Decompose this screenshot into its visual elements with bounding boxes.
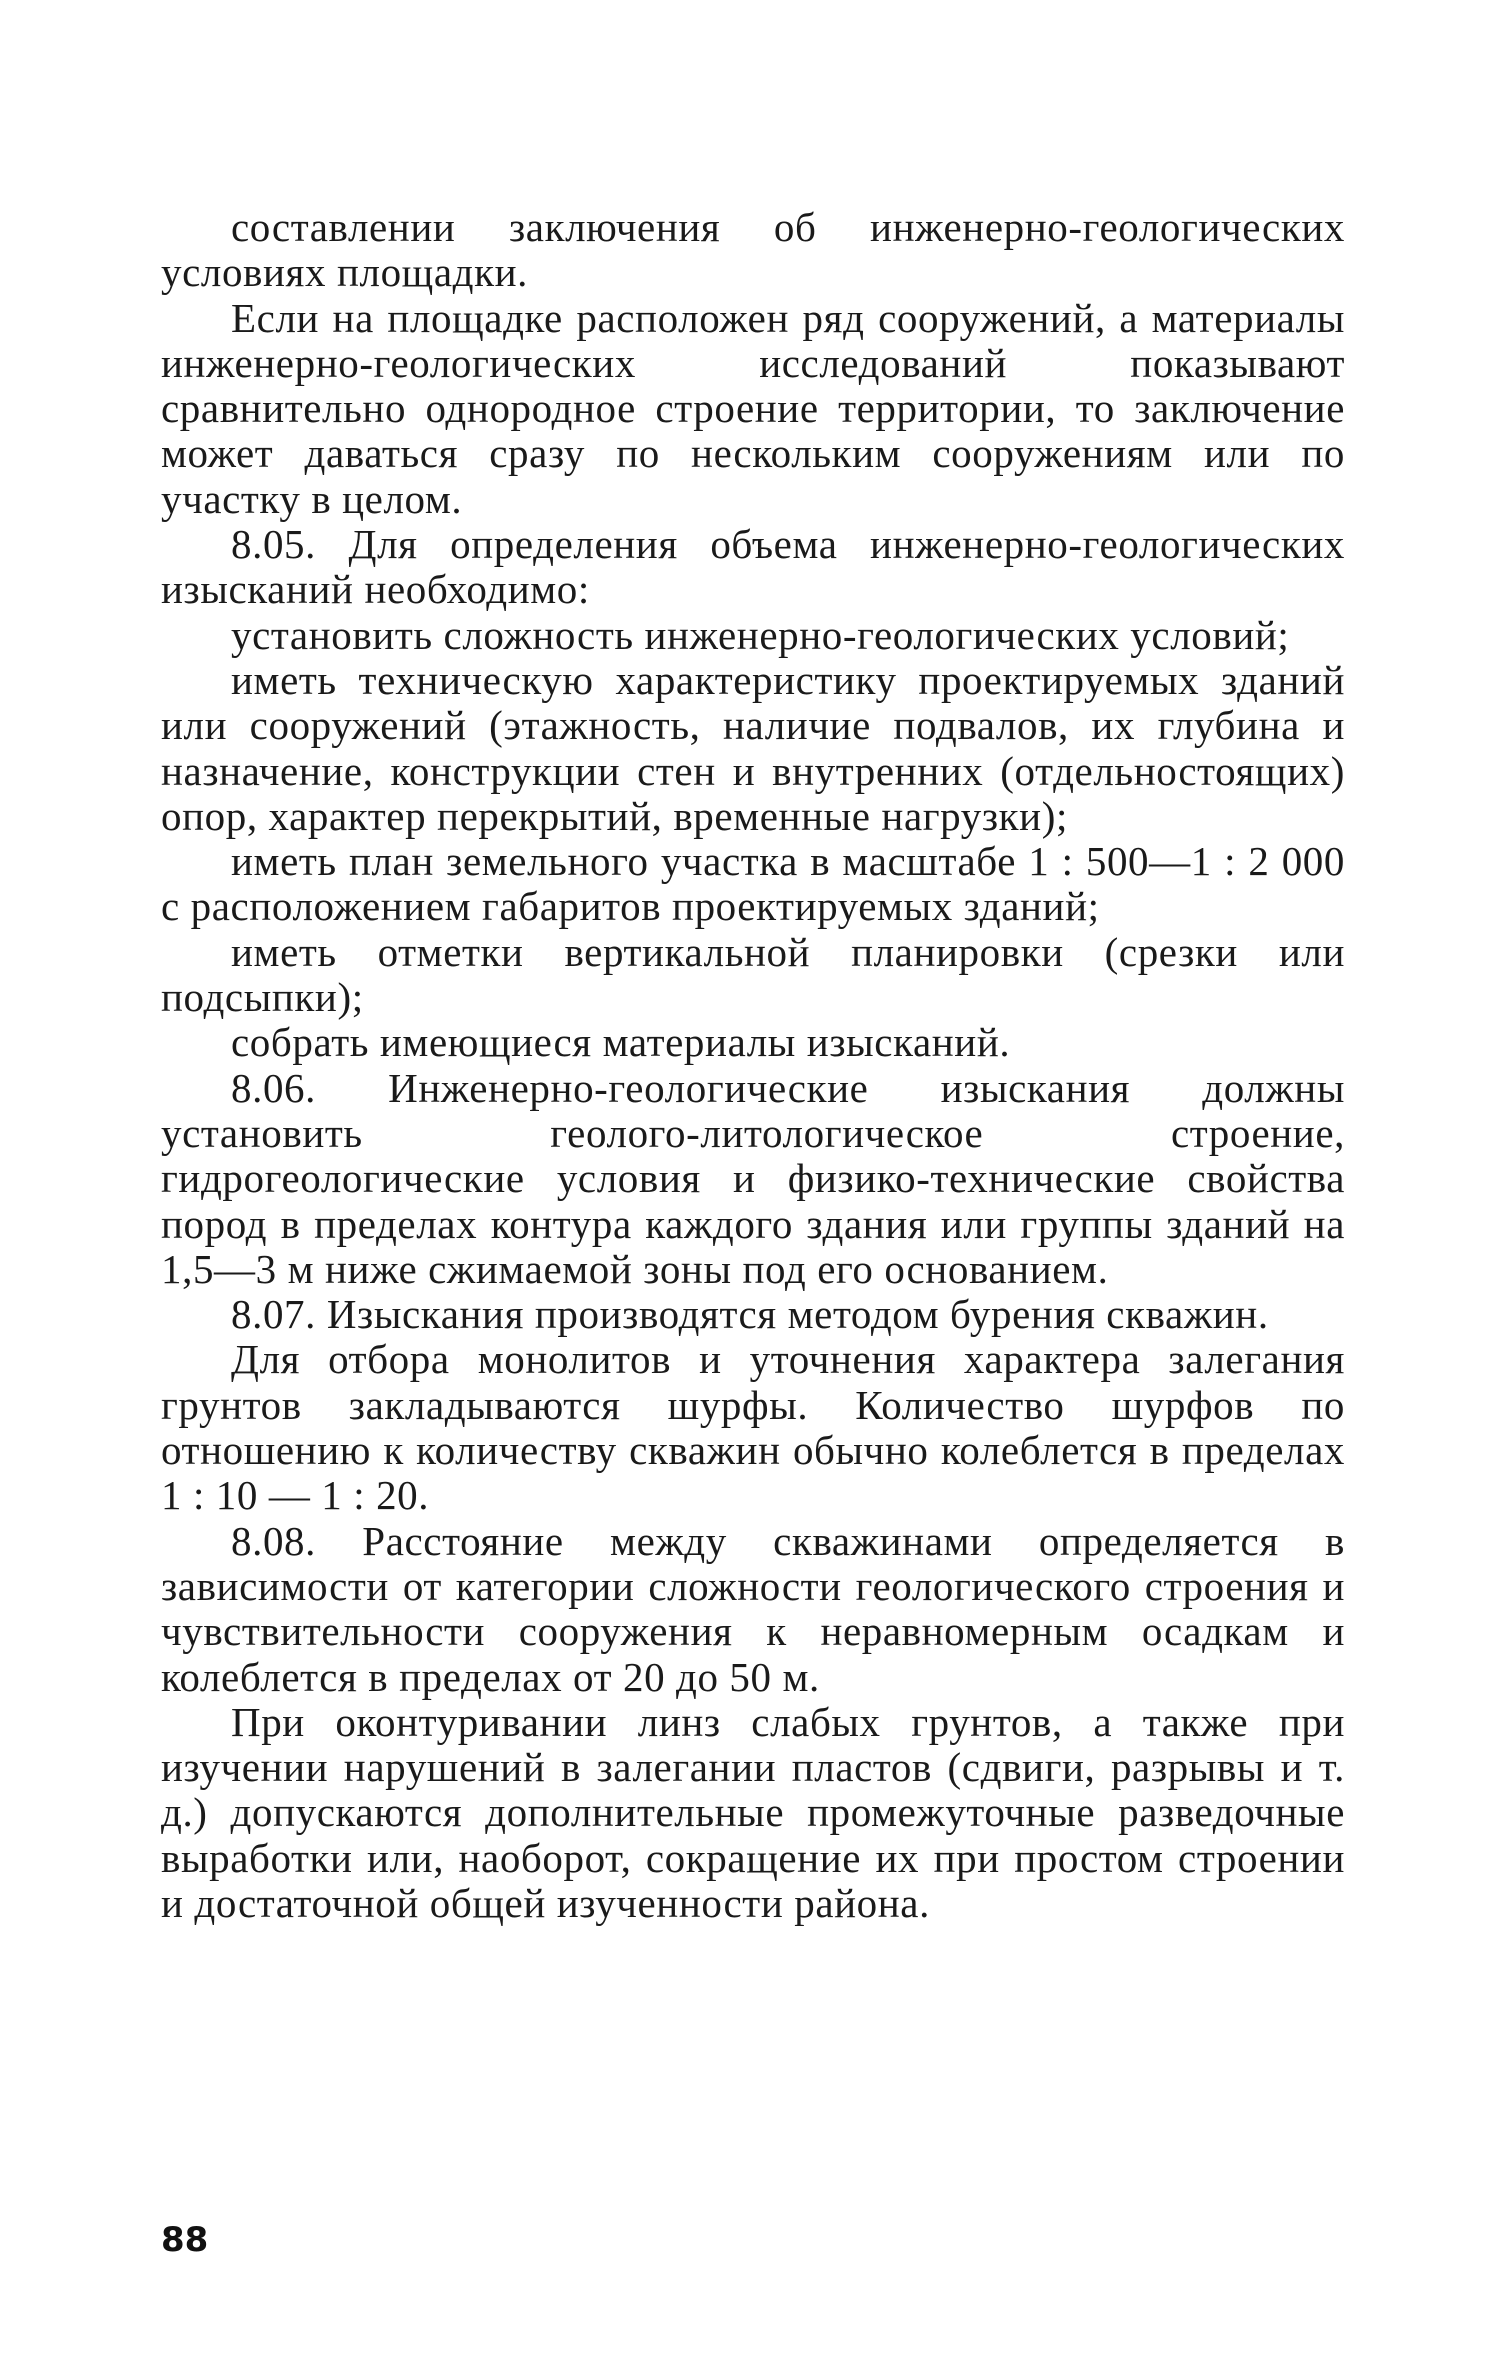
paragraph-section-8-05: 8.05. Для определения объема инженерно-геологических изысканий необходимо:: [161, 521, 1345, 613]
paragraph: Для отбора монолитов и уточнения характера залегания грунтов закладываются шурфы. Количество шурфов по отношению к количеству скважин обычно колеблется в пределах 1 : 10 — 1 : 20.: [161, 1336, 1345, 1519]
paragraph-section-8-06: 8.06. Инженерно-геологические изыскания должны установить геолого-литологическое строение, гидрогеологические условия и физико-технические свойства пород в пределах контура каждого здания или группы зданий на 1,5—3 м ниже сжимаемой зоны под его основанием.: [161, 1064, 1345, 1292]
paragraph: При оконтуривании линз слабых грунтов, а также при изучении нарушений в залегании пластов (сдвиги, разрывы и т. д.) допускаются дополнительные промежуточные разведочные выработки или, наоборот, сокращение их при простом строении и достаточной общей изученности района.: [161, 1698, 1345, 1926]
paragraph-continuation: составлении заключения об инженерно-геологических условиях площадки.: [161, 204, 1345, 296]
list-item: иметь техническую характеристику проектируемых зданий или сооружений (этажность, наличие подвалов, их глубина и назначение, конструкции стен и внутренних (отдельностоящих) опор, характер перекрытий, временные нагрузки);: [161, 656, 1345, 839]
paragraph-section-8-08: 8.08. Расстояние между скважинами определяется в зависимости от категории сложности геологического строения и чувствительности сооружения к неравномерным осадкам и колеблется в пределах от 20 до 50 м.: [161, 1517, 1345, 1700]
paragraph: Если на площадке расположен ряд сооружений, а материалы инженерно-геологических исследований показывают сравнительно однородное строение территории, то заключение может даваться сразу по нескольким сооружениям или по участку в целом.: [161, 294, 1345, 522]
list-item: собрать имеющиеся материалы изысканий.: [231, 1019, 1011, 1066]
paragraph-section-8-07: 8.07. Изыскания производятся методом бурения скважин.: [231, 1291, 1269, 1338]
page-number: 88: [161, 2220, 209, 2260]
list-item: иметь план земельного участка в масштабе 1 : 500—1 : 2 000 с расположением габаритов проектируемых зданий;: [161, 838, 1345, 930]
list-item: иметь отметки вертикальной планировки (срезки или подсыпки);: [161, 928, 1345, 1021]
list-item: установить сложность инженерно-геологических условий;: [231, 611, 1290, 658]
body-text: [161, 205, 1345, 1926]
